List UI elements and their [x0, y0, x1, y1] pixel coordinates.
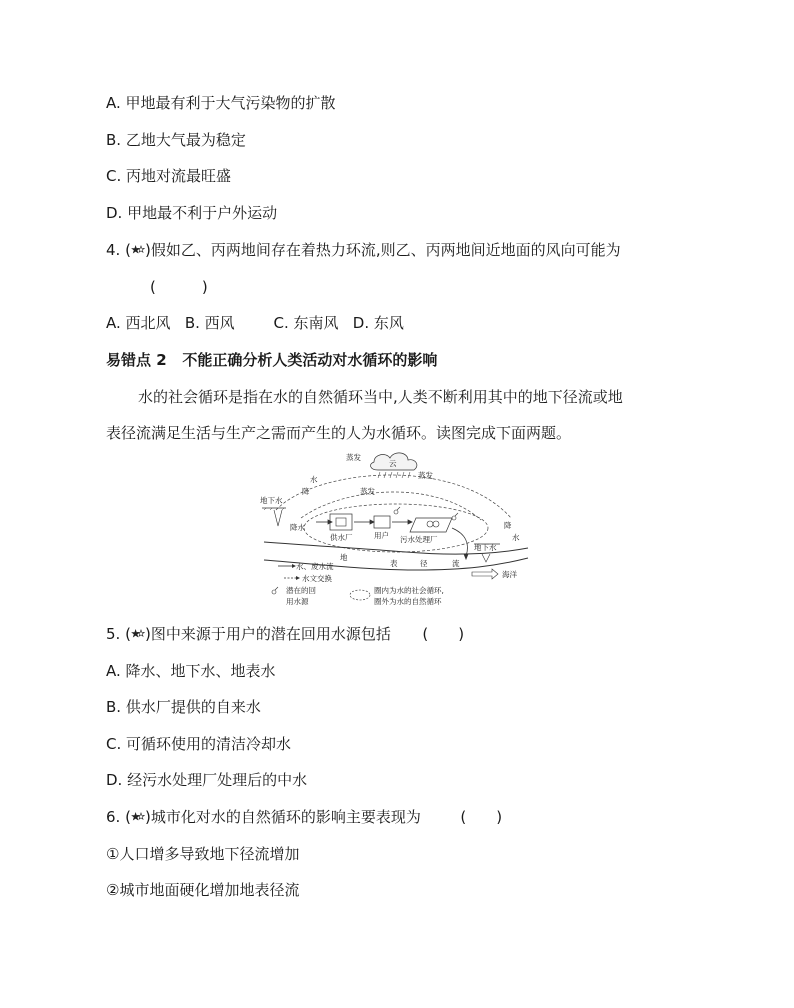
label-supply-plant: 供水厂 — [330, 533, 353, 542]
label-ocean: 海洋 — [502, 570, 517, 579]
q3-option-b: B. 乙地大气最为稳定 — [106, 131, 246, 149]
legend-cycle-2: 圈外为水的自然循环 — [374, 597, 442, 606]
q4-option-b: B. 西风 — [184, 314, 235, 332]
user-icon — [374, 516, 390, 528]
ocean-arrow-icon — [472, 569, 498, 579]
q4-option-c: C. 东南风 — [273, 314, 339, 332]
q5-stem-line — [106, 624, 464, 644]
legend-cycle-1: 圈内为水的社会循环, — [374, 586, 444, 595]
section-label: 易错点 2 — [106, 351, 167, 369]
section-title: 不能正确分析人类活动对水循环的影响 — [182, 351, 438, 369]
supply-plant-icon — [330, 514, 352, 530]
section-heading — [106, 350, 437, 370]
answer-blank: ( ) — [150, 278, 208, 296]
label-surface-4: 流 — [452, 559, 460, 568]
label-surface-3: 径 — [420, 559, 428, 568]
q6-stem-line — [106, 807, 502, 827]
legend-reuse-1: 潜在的回 — [286, 586, 316, 595]
q5-option-c: C. 可循环使用的清洁冷却水 — [106, 735, 292, 753]
difficulty-stars-icon: ( ) — [125, 241, 151, 259]
legend-reuse-2: 用水源 — [286, 597, 309, 606]
q5-option-d: D. 经污水处理厂处理后的中水 — [106, 771, 308, 789]
answer-blank: ( ) — [460, 808, 503, 826]
label-evaporation-mid: 蒸发 — [360, 487, 375, 496]
water-cycle-diagram — [256, 448, 538, 616]
q3-option-d: D. 甲地最不利于户外运动 — [106, 204, 278, 222]
legend-exchange: 水文交换 — [302, 574, 332, 583]
intro-line-1: 水的社会循环是指在水的自然循环当中,人类不断利用其中的地下径流或地 — [138, 388, 623, 406]
q5-option-b: B. 供水厂提供的自来水 — [106, 698, 261, 716]
q4-stem-line — [106, 240, 621, 260]
sewage-plant-icon — [410, 518, 452, 532]
q6-item-2: ②城市地面硬化增加地表径流 — [106, 881, 300, 899]
label-surface-2: 表 — [390, 559, 398, 568]
q5-option-a: A. 降水、地下水、地表水 — [106, 662, 276, 680]
question-number: 5. — [106, 625, 121, 643]
label-water: 水 — [310, 475, 318, 484]
label-surface-1: 地 — [340, 553, 348, 562]
q3-option-c: C. 丙地对流最旺盛 — [106, 167, 232, 185]
label-evaporation-right: 蒸发 — [418, 471, 433, 480]
intro-line-2: 表径流满足生活与生产之需而产生的人为水循环。读图完成下面两题。 — [106, 424, 572, 442]
label-groundwater-left: 地下水 — [260, 496, 283, 505]
label-sewage-plant: 污水处理厂 — [400, 535, 438, 544]
difficulty-stars-icon: ( ) — [125, 625, 151, 643]
question-number: 6. — [106, 808, 121, 826]
label-user: 用户 — [374, 531, 389, 540]
question-stem: 假如乙、丙两地间存在着热力环流,则乙、丙两地间近地面的风向可能为 — [150, 241, 621, 259]
label-evaporation-left: 蒸发 — [346, 453, 361, 462]
label-precipitation: 降水 — [290, 523, 305, 532]
q3-option-a: A. 甲地最有利于大气污染物的扩散 — [106, 94, 336, 112]
legend-reuse-icon — [272, 587, 278, 594]
answer-blank: ( ) — [422, 625, 465, 643]
cloud-label: 云 — [389, 459, 397, 468]
question-stem: 城市化对水的自然循环的影响主要表现为 — [150, 808, 421, 826]
label-rain-right-2: 水 — [512, 533, 520, 542]
question-stem: 图中来源于用户的潜在回用水源包括 — [150, 625, 391, 643]
q4-option-a: A. 西北风 — [106, 314, 171, 332]
question-number: 4. — [106, 241, 121, 259]
q4-options — [106, 313, 404, 333]
q4-option-d: D. 东风 — [352, 314, 404, 332]
difficulty-stars-icon: ( ) — [125, 808, 151, 826]
q6-item-1: ①人口增多导致地下径流增加 — [106, 845, 300, 863]
label-rain-left: 降 — [302, 487, 310, 496]
legend-cycle-icon — [350, 590, 370, 600]
label-groundwater-right: 地下水 — [474, 543, 497, 552]
legend-wastewater: 水、废水流 — [296, 562, 334, 571]
label-rain-right-1: 降 — [504, 521, 512, 530]
